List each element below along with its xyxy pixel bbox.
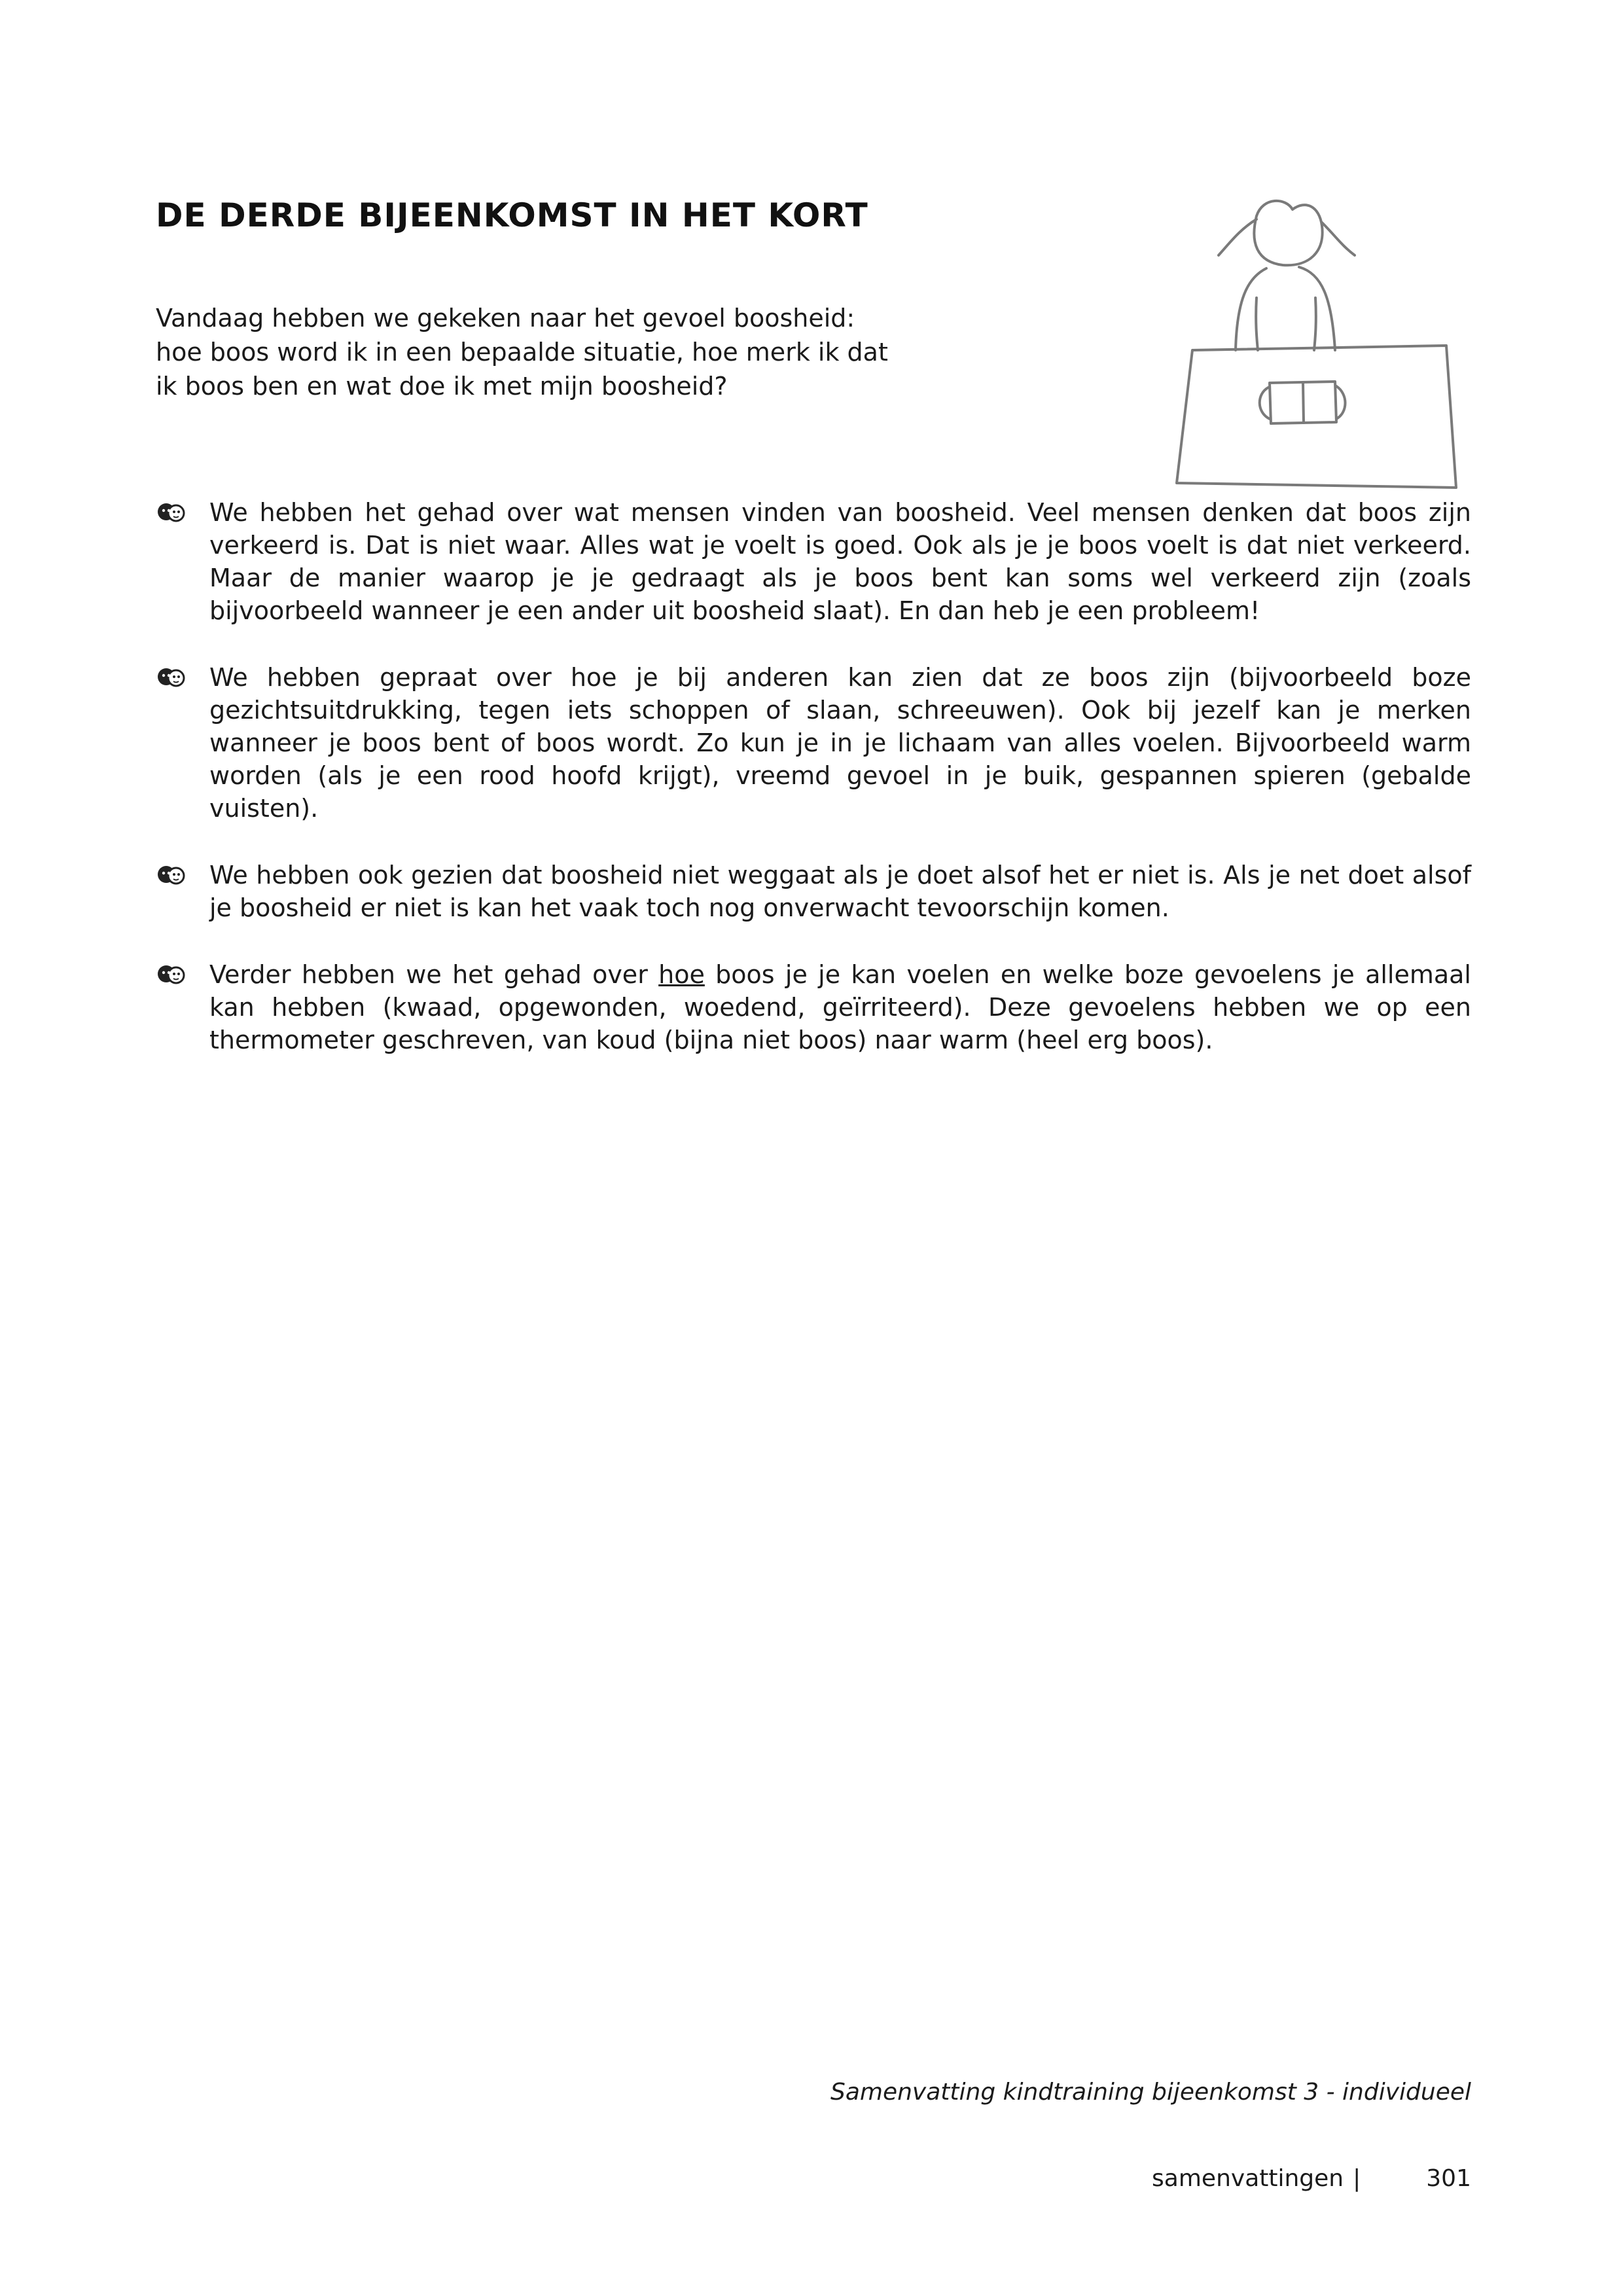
bullet-list [156,496,1471,1090]
bullet-text: We hebben het gehad over wat mensen vinden van boosheid. Veel mensen denken dat boos zijn verkeerd is. Dat is niet waar. Alles wat je voelt is goed. Ook als je je boos voelt is dat niet verkeerd. Maar de manier waarop je je gedraagt als je boos bent kan soms wel verkeerd zijn (zoals bijvoorbeeld wanneer je een ander uit boosheid slaat). En dan heb je een probleem! [209,498,1471,625]
footer-separator: | [1353,2165,1361,2192]
list-item [156,661,1471,825]
list-item [156,859,1471,924]
footer-section-label: samenvattingen [1152,2165,1344,2192]
two-faces-icon [156,861,187,888]
bullet-text: We hebben gepraat over hoe je bij anderen kan zien dat ze boos zijn (bijvoorbeeld boze gezichtsuitdrukking, tegen iets schoppen of slaan, schreeuwen). Ook bij jezelf kan je merken wanneer je boos bent of boos wordt. Zo kun je in je lichaam van alles voelen. Bijvoorbeeld warm worden (als je een rood hoofd krijgt), vreemd gevoel in je buik, gespannen spieren (gebalde vuisten). [209,663,1471,823]
list-item [156,496,1471,627]
girl-reading-illustration-icon [1158,190,1466,497]
summary-caption: Samenvatting kindtraining bijeenkomst 3 - individueel [830,2079,1471,2106]
bullet-text: We hebben ook gezien dat boosheid niet weggaat als je doet alsof het er niet is. Als je net doet alsof je boosheid er niet is kan het vaak toch nog onverwacht tevoorschijn komen. [209,861,1471,922]
two-faces-icon [156,664,187,690]
page-footer [1152,2165,1471,2192]
page-title: DE DERDE BIJEENKOMST IN HET KORT [156,196,868,234]
two-faces-icon [156,961,187,987]
bullet-text-underlined: hoe [658,960,705,989]
bullet-text-before: Verder hebben we het gehad over [209,960,659,989]
intro-paragraph: Vandaag hebben we gekeken naar het gevoel boosheid: hoe boos word ik in een bepaalde situatie, hoe merk ik dat ik boos ben en wat doe ik met mijn boosheid? [156,304,888,401]
list-item [156,958,1471,1056]
bullet-text-after: boos je je kan voelen en welke boze gevoelens je allemaal kan hebben (kwaad, opgewonden, woedend, geïrriteerd). Deze gevoelens hebben we op een thermometer geschreven, van koud (bijna niet boos) naar warm (heel erg boos). [209,960,1471,1054]
two-faces-icon [156,499,187,525]
bullet-text [209,960,1471,1054]
page-number: 301 [1426,2165,1471,2192]
